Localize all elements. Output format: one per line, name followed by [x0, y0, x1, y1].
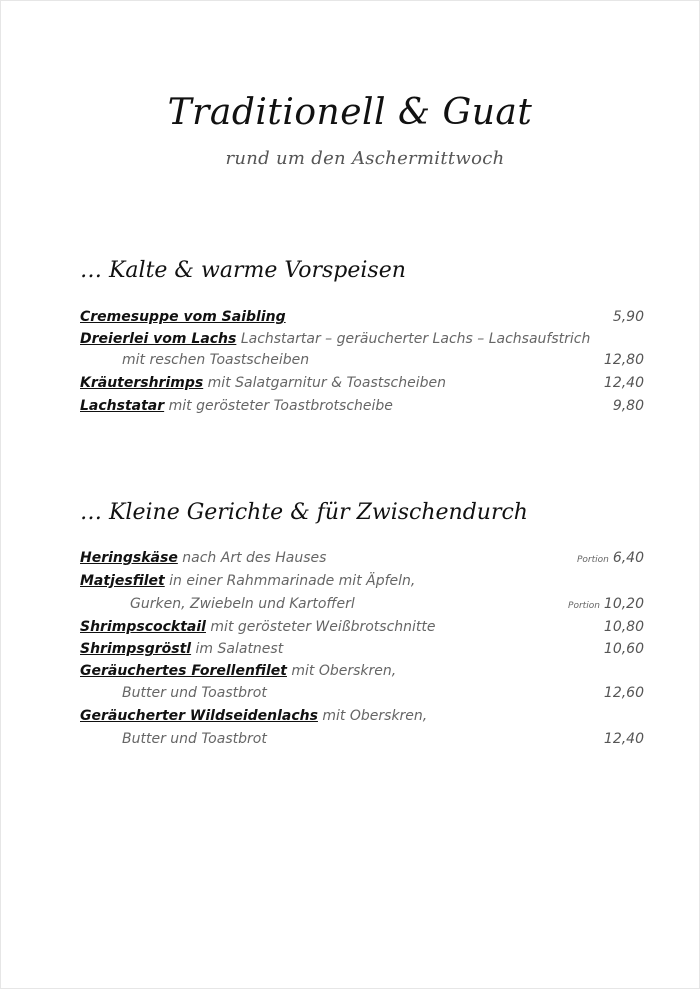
menu-row	[80, 660, 644, 682]
dish-price: 10,80	[603, 619, 644, 635]
dish-price: 12,40	[603, 375, 644, 391]
dish-description: Butter und Toastbrot	[122, 731, 267, 747]
menu-row	[80, 372, 644, 394]
menu-row	[80, 682, 644, 704]
dish-description: mit Oberskren,	[322, 708, 428, 724]
dish-name: Geräuchertes Forellenfilet	[80, 663, 287, 679]
section-heading-starters: … Kalte & warme Vorspeisen	[80, 258, 406, 283]
dish-name: Matjesfilet	[80, 573, 165, 589]
menu-row	[80, 349, 644, 371]
dish-price: 12,60	[603, 685, 644, 701]
menu-row	[80, 616, 644, 638]
dish-price	[577, 547, 644, 571]
portion-label: Portion	[568, 601, 600, 611]
dish-price: 12,80	[603, 352, 644, 368]
dish-name: Lachstatar	[80, 398, 165, 414]
dish-price: 5,90	[612, 309, 644, 325]
dish-description: nach Art des Hauses	[182, 550, 327, 566]
dish-description: im Salatnest	[195, 641, 284, 657]
menu-row	[80, 638, 644, 660]
section-heading-small-dishes: … Kleine Gerichte & für Zwischendurch	[80, 500, 528, 525]
dish-description: mit gerösteter Weißbrotschnitte	[210, 619, 436, 635]
menu-row	[80, 328, 644, 350]
dish-price: 12,40	[603, 731, 644, 747]
dish-description: mit reschen Toastscheiben	[122, 352, 310, 368]
dish-description: Lachstartar – geräucherter Lachs – Lachsaufstrich	[240, 331, 591, 347]
dish-name: Cremesuppe vom Saibling	[80, 309, 286, 325]
menu-row	[80, 306, 644, 328]
dish-price-value: 10,20	[603, 596, 644, 612]
dish-description: mit gerösteter Toastbrotscheibe	[168, 398, 393, 414]
dish-description: in einer Rahmmarinade mit Äpfeln,	[169, 573, 416, 589]
dish-description: mit Salatgarnitur & Toastscheiben	[207, 375, 446, 391]
menu-row	[80, 395, 644, 417]
portion-label: Portion	[576, 555, 609, 565]
menu-row	[80, 593, 644, 615]
menu-subtitle: rund um den Aschermittwoch	[225, 148, 505, 169]
dish-description: Gurken, Zwiebeln und Kartofferl	[130, 596, 355, 612]
menu-row	[80, 705, 644, 727]
dish-name: Shrimpsgröstl	[80, 641, 192, 657]
menu-title: Traditionell & Guat	[167, 92, 533, 133]
menu-row	[80, 570, 644, 592]
dish-name: Shrimpscocktail	[80, 619, 206, 635]
dish-name: Geräucherter Wildseidenlachs	[80, 708, 318, 724]
dish-price	[568, 593, 644, 617]
dish-name: Kräutershrimps	[80, 375, 204, 391]
dish-price: 9,80	[612, 398, 644, 414]
menu-row	[80, 547, 644, 569]
dish-price: 10,60	[603, 641, 644, 657]
dish-name: Heringskäse	[80, 550, 178, 566]
dish-description: mit Oberskren,	[291, 663, 397, 679]
menu-row	[80, 728, 644, 750]
dish-price-value: 6,40	[612, 550, 644, 566]
dish-name: Dreierlei vom Lachs	[80, 331, 237, 347]
dish-description: Butter und Toastbrot	[122, 685, 267, 701]
